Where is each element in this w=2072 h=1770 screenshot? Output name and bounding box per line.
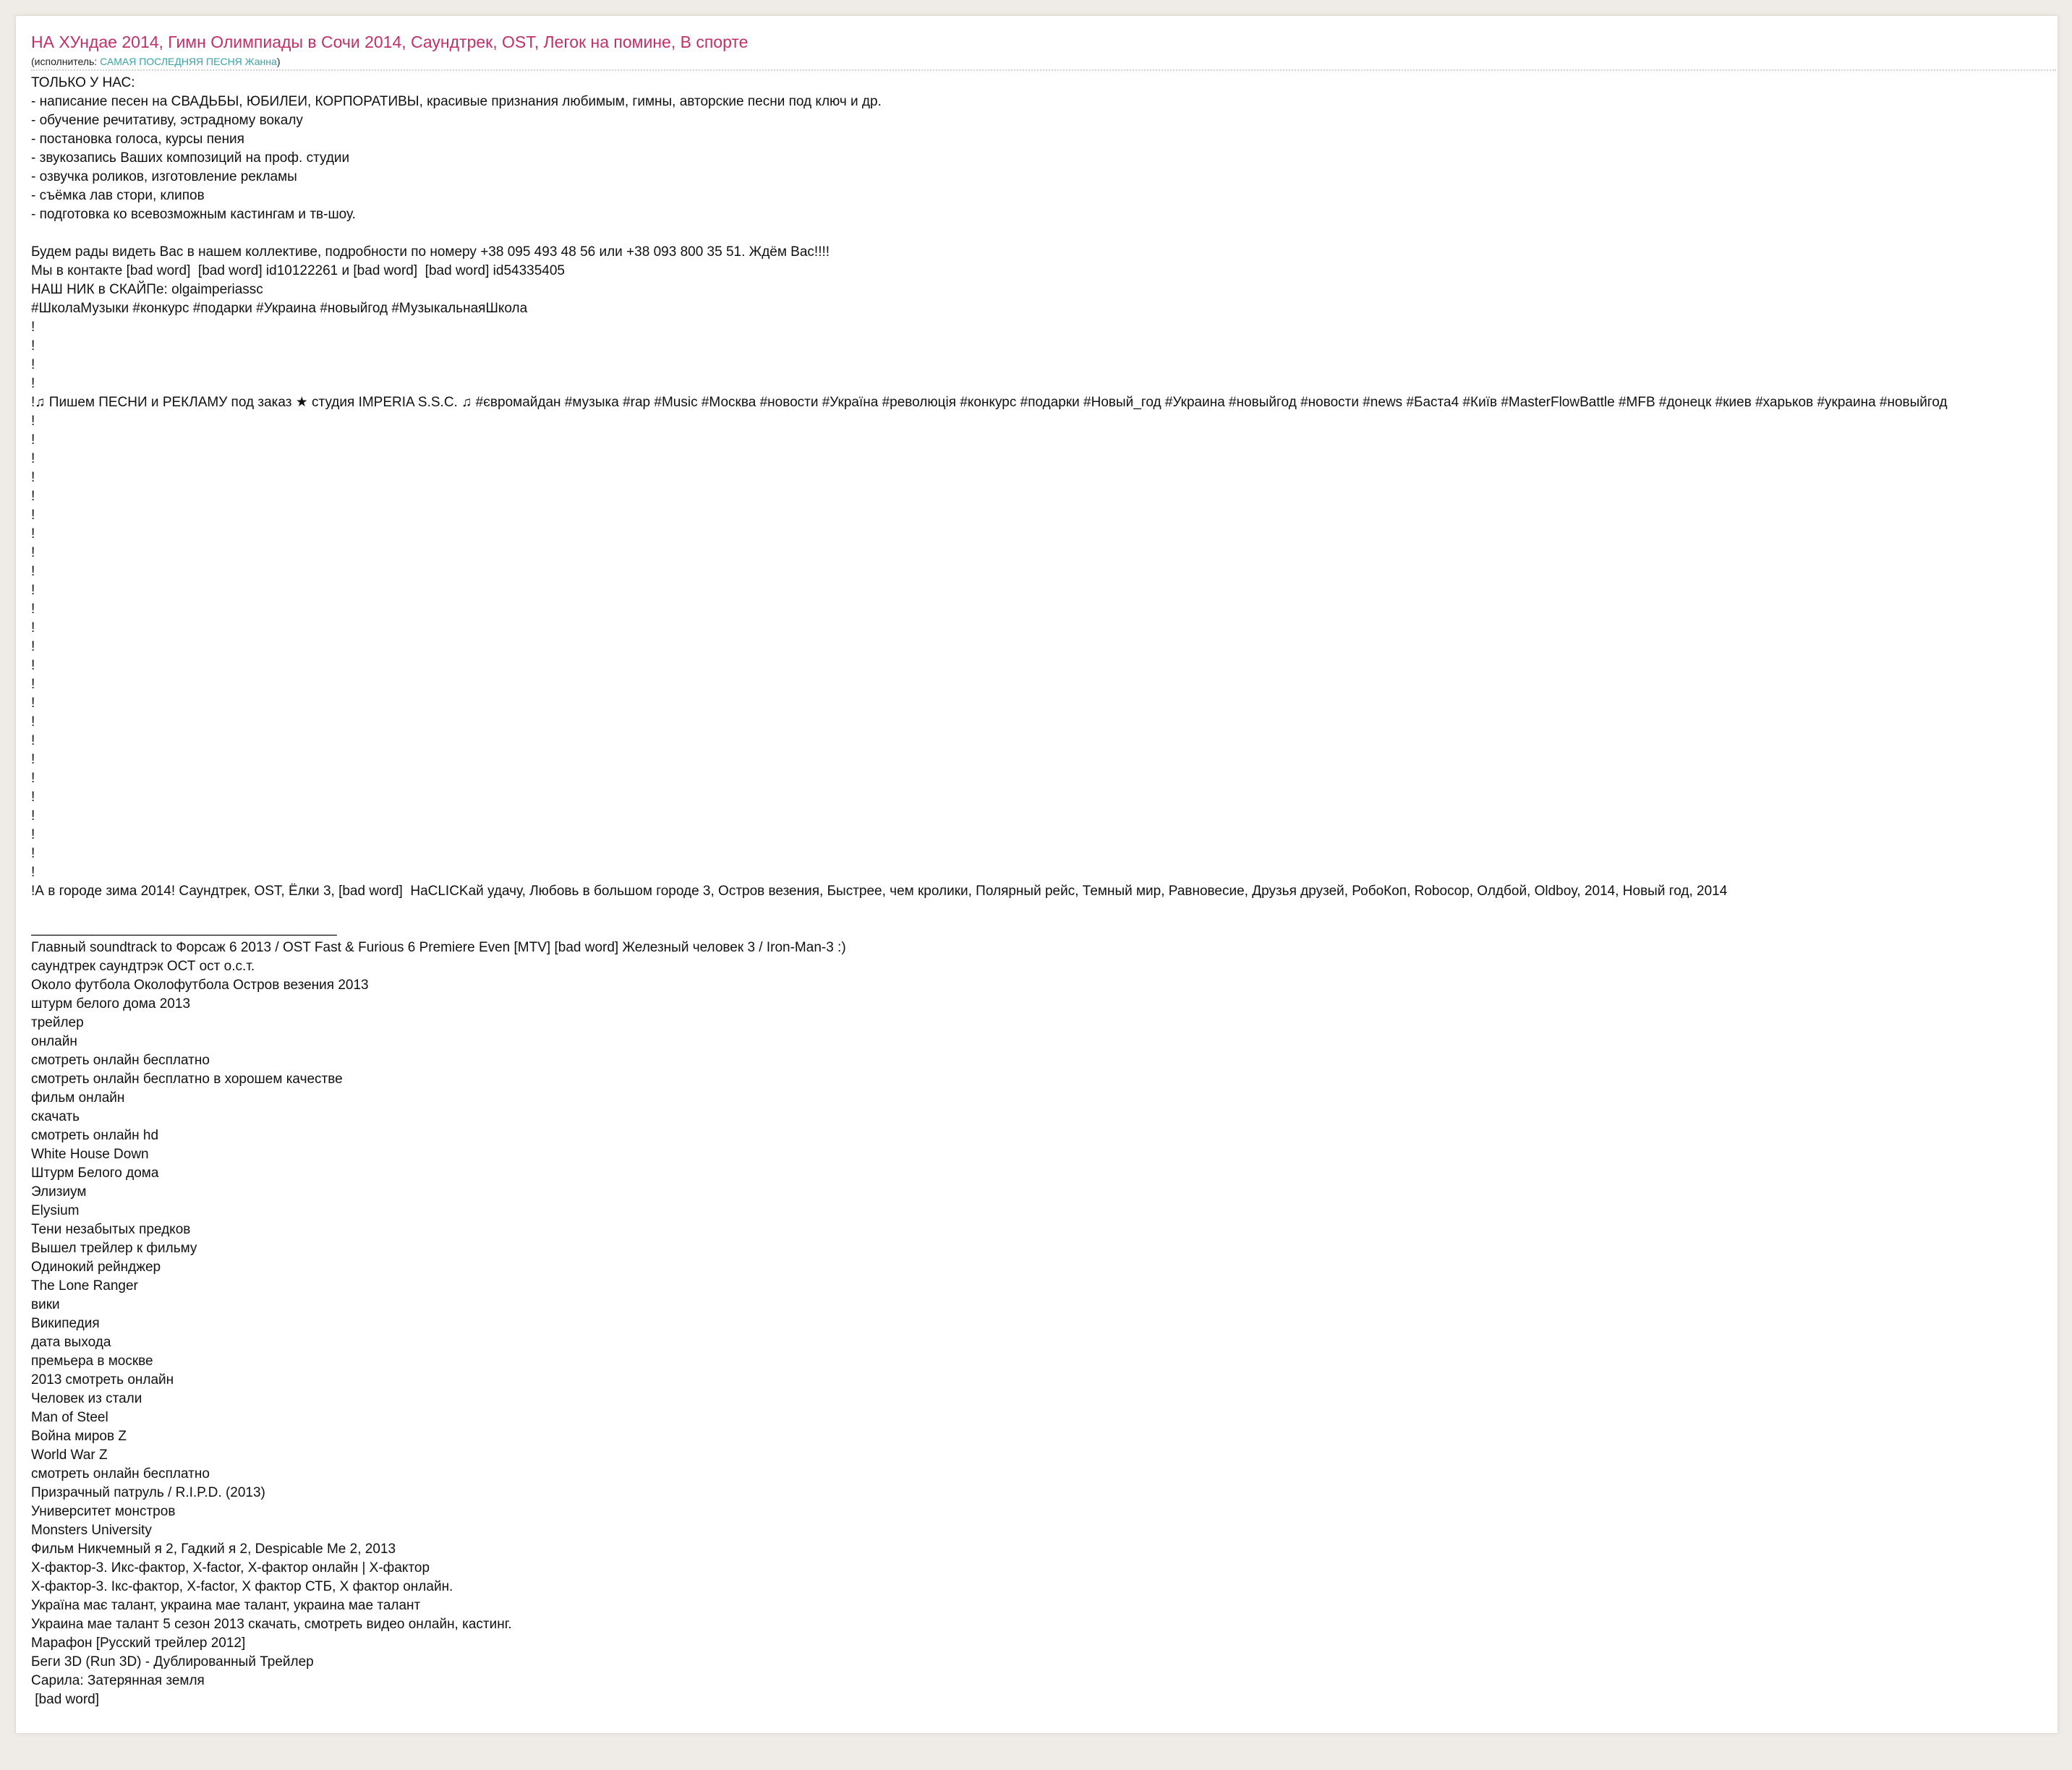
lyrics-panel xyxy=(15,15,2058,1734)
song-header xyxy=(31,29,2056,71)
performer-line xyxy=(31,55,2056,68)
performer-prefix: (исполнитель: xyxy=(31,56,101,67)
song-title: НА ХУндае 2014, Гимн Олимпиады в Сочи 2014, Саундтрек, OST, Легок на помине, В спорте xyxy=(31,33,749,51)
performer-link[interactable]: САМАЯ ПОСЛЕДНЯЯ ПЕСНЯ Жанна xyxy=(100,56,277,67)
performer-suffix: ) xyxy=(276,56,281,67)
lyrics-text: ТОЛЬКО У НАС: - написание песен на СВАДЬБЫ, ЮБИЛЕИ, КОРПОРАТИВЫ, красивые признания любимым, гимны, авторские песни под ключ и др. - обучение речитативу, эстрадному вокалу - постановка голоса, курсы пения - звукозапись Ваших композиций на проф. студии - озвучка роликов, изготовление рекламы - съёмка лав стори, клипов - подготовка ко всевозможным кастингам и тв-шоу. Будем рады видеть Вас в нашем коллективе, подробности по номеру +38 095 493 48 56 или +38 093 800 35 51. Ждём Вас!!!! Мы в контакте [bad word] [bad word] id10122261 и [bad word] [bad word] id54335405 НАШ НИК в СКАЙПе: olgaimperiassc #ШколаМузыки #конкурс #подарки #Украина #новыйгод #МузыкальнаяШкола ! ! ! ! !♫ Пишем ПЕСНИ и РЕКЛАМУ под заказ ★ студия IMPERIA S.S.C. ♫ #євромайдан #музыка #rap #Music #Москва #новости #Україна #революція #конкурс #подарки #Новый_год #Украина #новыйгод #новости #news #Баста4 #Київ #MasterFlowBattle #MFB #донецк #киев #харьков #украина #новыйгод ! ! ! ! ! ! ! ! ! ! ! ! ! ! ! ! ! ! ! ! ! ! ! ! ! !А в городе зима 2014! Саундтрек, OST, Ёлки 3, [bad word] HaCLICKай удачу, Любовь в большом городе 3, Остров везения, Быстрее, чем кролики, Полярный рейс, Темный мир, Равновесие, Друзья друзей, РобоКоп, Robocop, Олдбой, Oldboy, 2014, Новый год, 2014 ________________________________________ Главный soundtrack to Форсаж 6 2013 / OST Fast & Furious 6 Premiere Even [MTV] [bad word] Железный человек 3 / Iron-Man-3 :) саундтрек саундтрэк ОСТ ост о.с.т. Около футбола Околофутбола Остров везения 2013 штурм белого дома 2013 трейлер онлайн смотреть онлайн бесплатно смотреть онлайн бесплатно в хорошем качестве фильм онлайн скачать смотреть онлайн hd White House Down Штурм Белого дома Элизиум Elysium Тени незабытых предков Вышел трейлер к фильму Одинокий рейнджер The Lone Ranger вики Википедия дата выхода премьера в москве 2013 смотреть онлайн Человек из стали Man of Steel Война миров Z World War Z смотреть онлайн бесплатно Призрачный патруль / R.I.P.D. (2013) Университет монстров Monsters University Фильм Никчемный я 2, Гадкий я 2, Despicable Me 2, 2013 X-фактор-3. Икс-фактор, X-factor, X-фактор онлайн | X-фактор X-фактор-3. Ікс-фактор, X-factor, X фактор СТБ, X фактор онлайн. Україна має талант, украина мае талант, украина мае талант Украина мае талант 5 сезон 2013 скачать, смотреть видео онлайн, кастинг. Марафон [Русский трейлер 2012] Беги 3D (Run 3D) - Дублированный Трейлер Сарила: Затерянная земля [bad word] xyxy=(31,75,1948,1707)
